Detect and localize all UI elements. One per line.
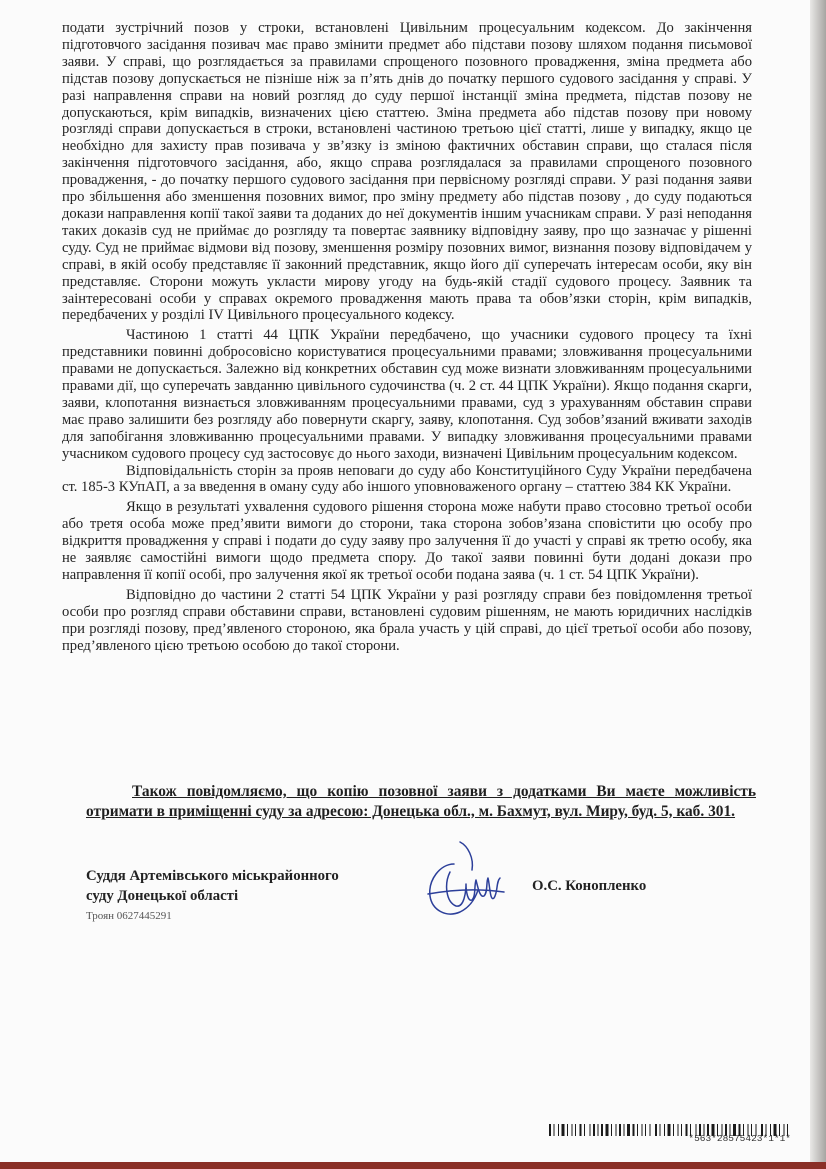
judge-name: О.С. Конопленко <box>532 878 647 894</box>
paragraph-rights-of-parties: подати зустрічний позов у строки, встановлені Цивільним процесуальним кодексом. До закінчення підготовчого засідання позивач має право змінити предмет або підстави позову шляхом подання письмової заяви. У справі, що розглядається за правилами спрощеного позовного провадження, зміна предмета або підстав позову допускається не пізніше ніж за п’ять днів до початку першого судового засідання у справі. У разі направлення справи на новий розгляд до суду першої інстанції зміна предмета, підстав позову не допускаються, крім випадків, визначених цією статтею. Зміна предмета або підстав позову при новому розгляді справи допускається в строки, встановлені частиною третьою цієї статті, лише у випадку, якщо це необхідно для захисту прав позивача у зв’язку із зміною фактичних обставин справи, що сталася після закінчення підготовчого засідання, або, якщо справа розглядалася за правилами спрощеного позовного провадження, - до початку першого судового засідання при первісному розгляді справи. У разі подання заяви про збільшення або зменшення позовних вимог, про зміну предмету або підстав позову , до суду подаються докази направлення копії такої заяви та доданих до неї документів іншим учасникам справи. У разі неподання таких доказів суд не приймає до розгляду та повертає заявнику відповідну заяву, про що зазначає у рішенні суду. Суд не приймає відмови від позову, зменшення розміру позовних вимог, визнання позову відповідачем у справі, в якій особу представляє її законний представник, якщо його дії суперечать інтересам особи, яку він представляє. Сторони можуть укласти мирову угоду на будь-якій стадії судового процесу. Заявник та заінтересовані особи у справах окремого провадження мають права та обов’язки сторін, крім випадків, передбачених у розділі IV Цивільного процесуального кодексу. <box>62 20 752 324</box>
phone-note: Троян 0627445291 <box>86 910 172 922</box>
paragraph-third-party-consequences: Відповідно до частини 2 статті 54 ЦПК України у разі розгляду справи без повідомлення третьої особи про розгляд справи обставини справи, встановлені судовим рішенням, не мають юридичних наслідків при розгляді позову, пред’явленого стороною, яка брала участь у цій справі, до цієї третьої особи або позову, пред’явленого цією третьою особою до такої сторони. <box>62 586 752 654</box>
claim-copy-notice: Також повідомляємо, що копію позовної заяви з додатками Ви маєте можливість отримати в приміщенні суду за адресою: Донецька обл., м. Бахмут, вул. Миру, буд. 5, каб. 301. <box>86 783 756 820</box>
paragraph-liability: Відповідальність сторін за прояв неповаги до суду або Конституційного Суду України передбачена ст. 185-3 КУпАП, а за введення в оману суду або іншого уповноваженого органу – статтею 384 КК України. <box>62 462 752 496</box>
handwritten-signature <box>420 836 508 922</box>
barcode-number: *563*28575423*1*1* <box>688 1133 791 1144</box>
document-body <box>62 20 752 655</box>
judge-position-line-1: Суддя Артемівського міськрайонного <box>86 868 339 884</box>
judge-position <box>86 866 406 906</box>
paragraph-abuse-of-rights: Частиною 1 статті 44 ЦПК України передбачено, що учасники судового процесу та їхні представники повинні добросовісно користуватися процесуальними правами; зловживання процесуальними правами не допускається. Залежно від конкретних обставин суд може визнати зловживанням процесуальними правами дії, що суперечать завданню цивільного судочинства (ч. 2 ст. 44 ЦПК України). Якщо подання скарги, заяви, клопотання визнається зловживанням процесуальними правами, суд з урахуванням обставин справи має право залишити без розгляду або повернути скаргу, заяву, клопотання. Суд зобов’язаний вживати заходів для запобігання зловживанню процесуальними правами. У випадку зловживання процесуальними правами учасником судового процесу суд застосовує до нього заходи, визначені Цивільним процесуальним кодексом. <box>62 327 752 462</box>
judge-position-line-2: суду Донецької області <box>86 888 239 904</box>
scan-edge-bottom <box>0 1162 826 1169</box>
paragraph-third-party-notification: Якщо в результаті ухвалення судового рішення сторона може набути право стосовно третьої особи або третя особа може пред’явити вимоги до сторони, така сторона зобов’язана сповістити цю особу про відкриття провадження у справі і подати до суду заяву про залучення її до участі у справі як третю особу, яка не заявляє самостійні вимоги щодо предмета спору. До такої заяви повинні бути додані докази про направлення її копії особі, про залучення якої як третьої особи подана заява (ч. 1 ст. 54 ЦПК України). <box>62 499 752 583</box>
scan-edge-right <box>810 0 826 1169</box>
